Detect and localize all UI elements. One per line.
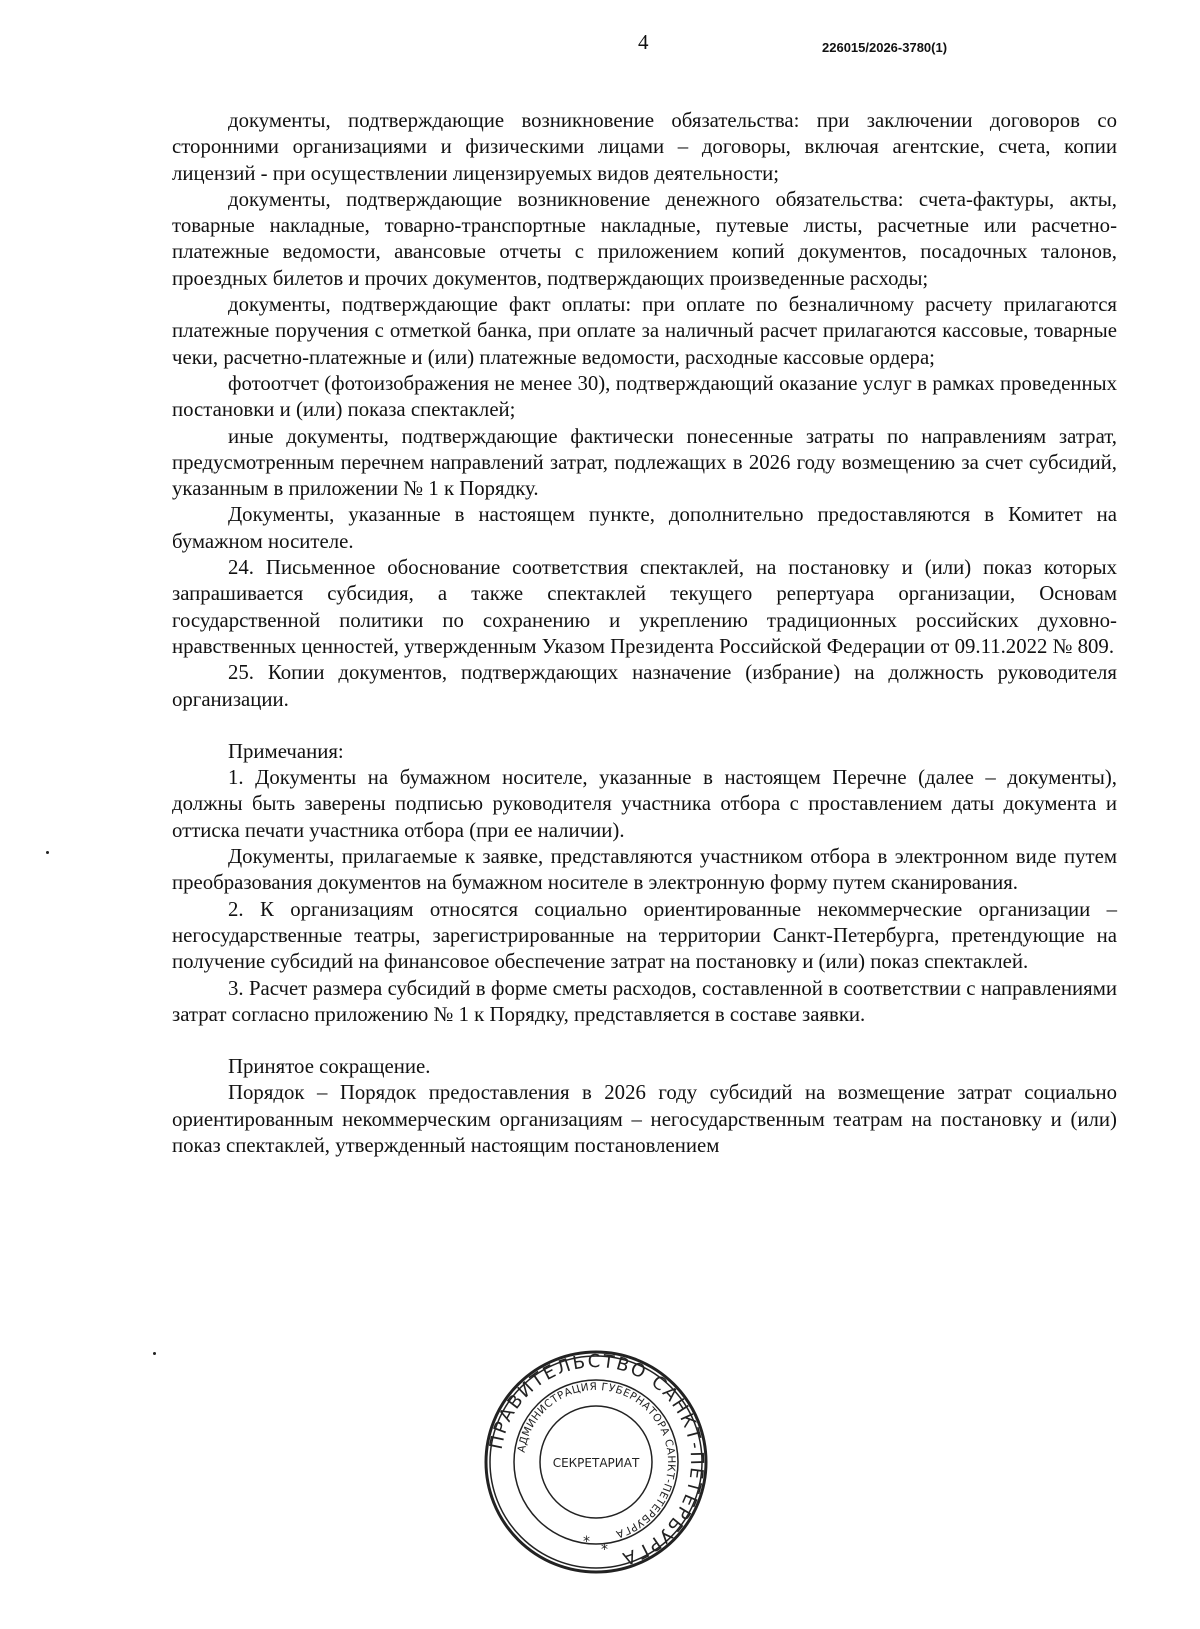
note-1: 1. Документы на бумажном носителе, указанные в настоящем Перечне (далее – документы), должны быть заверены подписью руководителя участника отбора с проставлением даты документа и оттиска печати участника отбора (при ее наличии).	[172, 766, 1117, 842]
seal-star-icon: *	[583, 1534, 590, 1550]
paragraph: иные документы, подтверждающие фактически понесенные затраты по направлениям затрат, предусмотренным перечнем направлений затрат, подлежащих в 2026 году возмещению за счет субсидий, указанным в приложении № 1 к Порядку.	[172, 424, 1117, 501]
scan-speck	[153, 1352, 156, 1355]
paragraph: Документы, указанные в настоящем пункте, дополнительно предоставляются в Комитет на бумажном носителе.	[172, 503, 1117, 553]
paragraph: документы, подтверждающие возникновение обязательства: при заключении договоров со сторонними организациями и физическими лицами – договоры, включая агентские, счета, копии лицензий - при осуществлении лицензируемых видов деятельности;	[172, 109, 1117, 185]
note-1-continued: Документы, прилагаемые к заявке, представляются участником отбора в электронном виде путем преобразования документов на бумажном носителе в электронную форму путем сканирования.	[172, 845, 1117, 895]
seal-center-text: СЕКРЕТАРИАТ	[552, 1456, 640, 1470]
document-id: 226015/2026-3780(1)	[822, 40, 948, 55]
paragraph: документы, подтверждающие возникновение денежного обязательства: счета-фактуры, акты, товарные накладные, товарно-транспортные накладные, путевые листы, расчетные или расчетно-платежные ведомости, авансовые отчеты с приложением копий документов, посадочных талонов, проездных билетов и прочих документов, подтверждающих произведенные расходы;	[172, 187, 1117, 290]
item-24: 24. Письменное обоснование соответствия спектаклей, на постановку и (или) показ которых запрашивается субсидия, а также спектаклей текущего репертуара организации, Основам государственной политики по сохранению и укреплению традиционных российских духовно-нравственных ценностей, утвержденным Указом Президента Российской Федерации от 09.11.2022 № 809.	[172, 556, 1117, 658]
item-25: 25. Копии документов, подтверждающих назначение (избрание) на должность руководителя организации.	[172, 661, 1117, 711]
spacer	[172, 713, 1117, 739]
note-3: 3. Расчет размера субсидий в форме сметы расходов, составленной в соответствии с направлениями затрат согласно приложению № 1 к Порядку, представляется в составе заявки.	[172, 976, 1117, 1026]
abbreviation-text: Порядок – Порядок предоставления в 2026 году субсидий на возмещение затрат социально ориентированным некоммерческим организациям – негосударственным театрам на постановку и (или) показ спектаклей, утвержденный настоящим постановлением	[172, 1081, 1117, 1157]
note-2: 2. К организациям относятся социально ориентированные некоммерческие организации – негосударственные театры, зарегистрированные на территории Санкт-Петербурга, претендующие на получение субсидий на финансовое обеспечение затрат на постановку и (или) показ спектаклей.	[172, 897, 1117, 974]
paragraph: документы, подтверждающие факт оплаты: при оплате по безналичному расчету прилагаются платежные поручения с отметкой банка, при оплате за наличный расчет прилагаются кассовые, товарные чеки, расчетно-платежные и (или) платежные ведомости, расходные кассовые ордера;	[172, 293, 1117, 369]
official-seal	[483, 1349, 709, 1575]
scan-speck	[46, 851, 49, 854]
seal-star-icon: *	[601, 1542, 608, 1558]
paragraph: фотоотчет (фотоизображения не менее 30), подтверждающий оказание услуг в рамках проведенных постановки и (или) показа спектаклей;	[172, 371, 1117, 422]
seal-outer-text: ПРАВИТЕЛЬСТВО САНКТ-ПЕТЕРБУРГА	[485, 1350, 708, 1570]
spacer	[172, 1028, 1117, 1054]
abbreviation-heading: Принятое сокращение.	[228, 1055, 431, 1079]
page-number: 4	[638, 30, 649, 54]
document-body	[172, 108, 1117, 1159]
notes-heading: Примечания:	[228, 739, 344, 763]
seal-inner-text: АДМИНИСТРАЦИЯ ГУБЕРНАТОРА САНКТ-ПЕТЕРБУРГА	[515, 1380, 678, 1541]
